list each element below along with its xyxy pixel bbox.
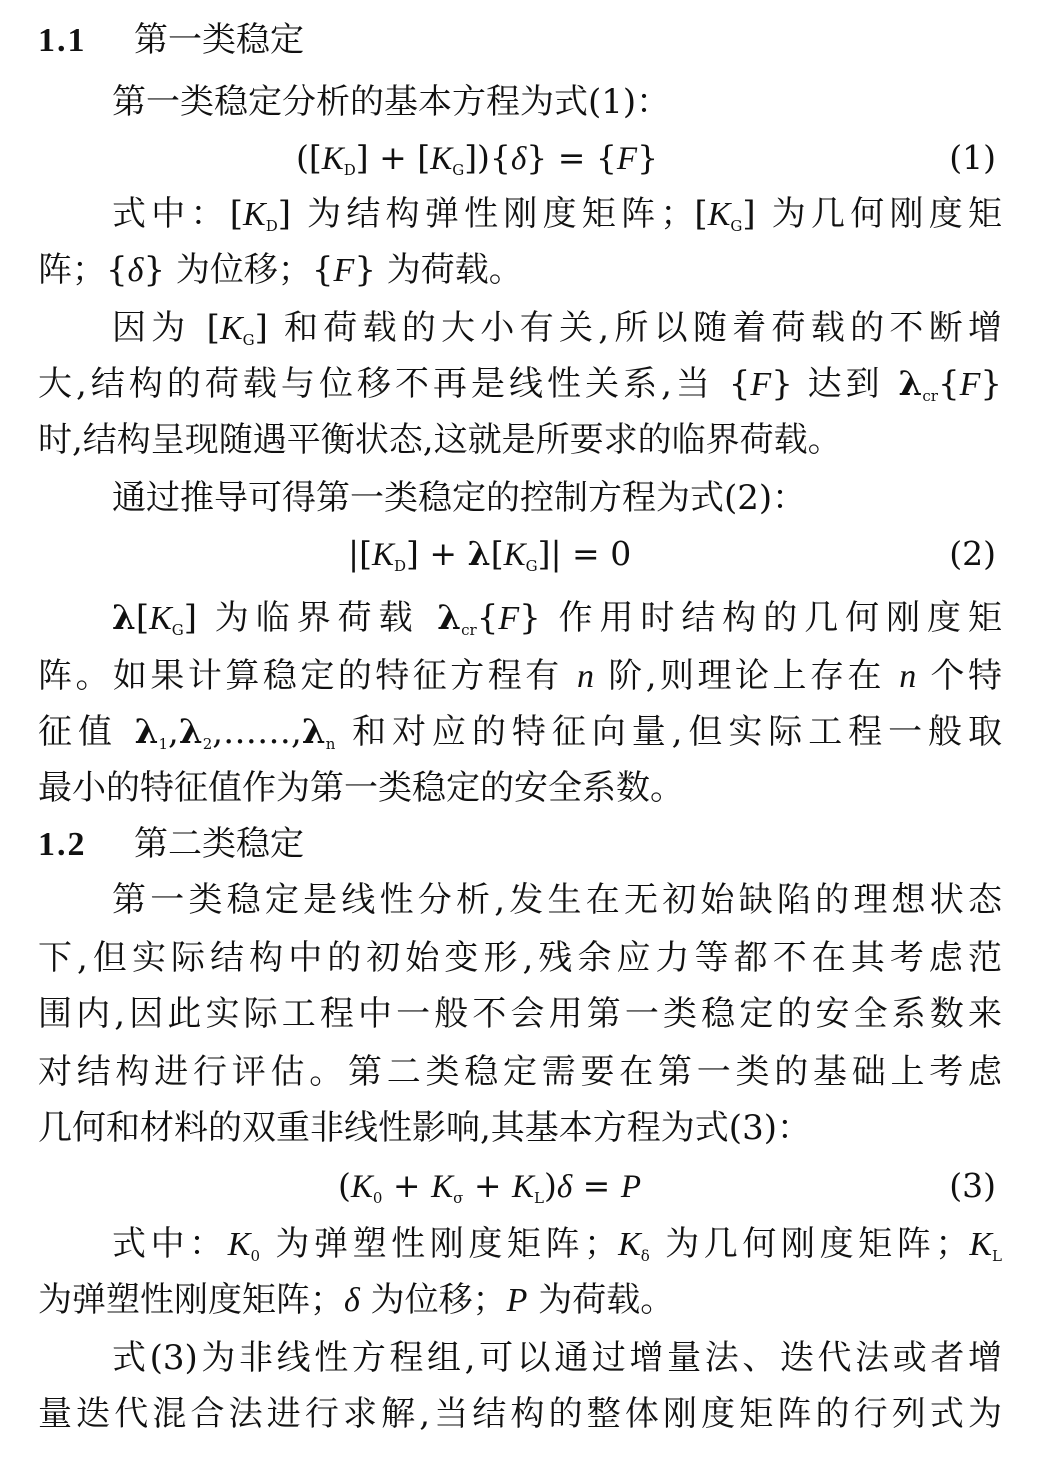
paragraph-line: 式中：$[K_D]$ 为结构弹性刚度矩阵；$[K_G]$ 为几何刚度矩 xyxy=(112,194,1002,235)
paragraph-line: 式中：$K_0$ 为弹塑性刚度矩阵；$K_\delta$ 为几何刚度矩阵；$K_L$ xyxy=(112,1224,1002,1265)
paragraph-line: 时,结构呈现随遇平衡状态,这就是所要求的临界荷载。 xyxy=(38,420,842,460)
equation-number: (3) xyxy=(949,1166,996,1205)
paragraph-line: 第一类稳定是线性分析,发生在无初始缺陷的理想状态 xyxy=(112,880,1002,920)
equation-body: $|[K_D] + \lambda[K_G]| = 0$ xyxy=(348,534,632,575)
equation-1 xyxy=(38,128,1002,188)
paragraph-line: 因为 $[K_G]$ 和荷载的大小有关,所以随着荷载的不断增 xyxy=(112,308,1002,349)
section-heading-1-2 xyxy=(38,814,304,874)
section-number: 1.1 xyxy=(38,22,87,59)
paragraph-line: $\lambda[K_G]$ 为临界荷载 $\lambda_{cr}\{F\}$ 作用时结构的几何刚度矩 xyxy=(112,598,1002,639)
paragraph-line: 征值 $\lambda_1,\lambda_2,\dots\dots,\lambda_n$ 和对应的特征向量,但实际工程一般取 xyxy=(38,712,1002,753)
paragraph-line: 大,结构的荷载与位移不再是线性关系,当 {F} 达到 $\lambda_{cr}\{F\}$ xyxy=(38,364,1002,405)
paragraph-line: 阵；{δ} 为位移；{F} 为荷载。 xyxy=(38,250,523,290)
paragraph-line: 第一类稳定分析的基本方程为式(1)： xyxy=(112,82,671,122)
paragraph-line: 量迭代混合法进行求解,当结构的整体刚度矩阵的行列式为 xyxy=(38,1394,1002,1434)
section-heading-1-1 xyxy=(38,10,304,70)
paragraph-line: 下,但实际结构中的初始变形,残余应力等都不在其考虑范 xyxy=(38,938,1002,978)
paragraph-line: 围内,因此实际工程中一般不会用第一类稳定的安全系数来 xyxy=(38,994,1002,1034)
paragraph-line: 几何和材料的双重非线性影响,其基本方程为式(3)： xyxy=(38,1108,811,1148)
paragraph-line: 阵。如果计算稳定的特征方程有 n 阶,则理论上存在 n 个特 xyxy=(38,656,1002,696)
paragraph-line: 对结构进行评估。第二类稳定需要在第一类的基础上考虑 xyxy=(38,1052,1002,1092)
equation-2 xyxy=(38,524,1002,584)
equation-body: $([K_D] + [K_G])\{\delta\} = \{F\}$ xyxy=(296,138,659,179)
paragraph-line: 为弹塑性刚度矩阵；δ 为位移；P 为荷载。 xyxy=(38,1280,675,1320)
paragraph-line: 通过推导可得第一类稳定的控制方程为式(2)： xyxy=(112,478,807,518)
equation-3 xyxy=(38,1156,1002,1216)
paragraph-line: 式(3)为非线性方程组,可以通过增量法、迭代法或者增 xyxy=(112,1338,1002,1378)
paragraph-line: 最小的特征值作为第一类稳定的安全系数。 xyxy=(38,768,684,808)
section-number: 1.2 xyxy=(38,826,87,863)
equation-number: (1) xyxy=(949,138,996,177)
section-title: 第一类稳定 xyxy=(134,20,304,60)
equation-body: $(K_0 + K_\sigma + K_L)\delta = P$ xyxy=(338,1166,641,1207)
section-title: 第二类稳定 xyxy=(134,824,304,864)
equation-number: (2) xyxy=(949,534,996,573)
